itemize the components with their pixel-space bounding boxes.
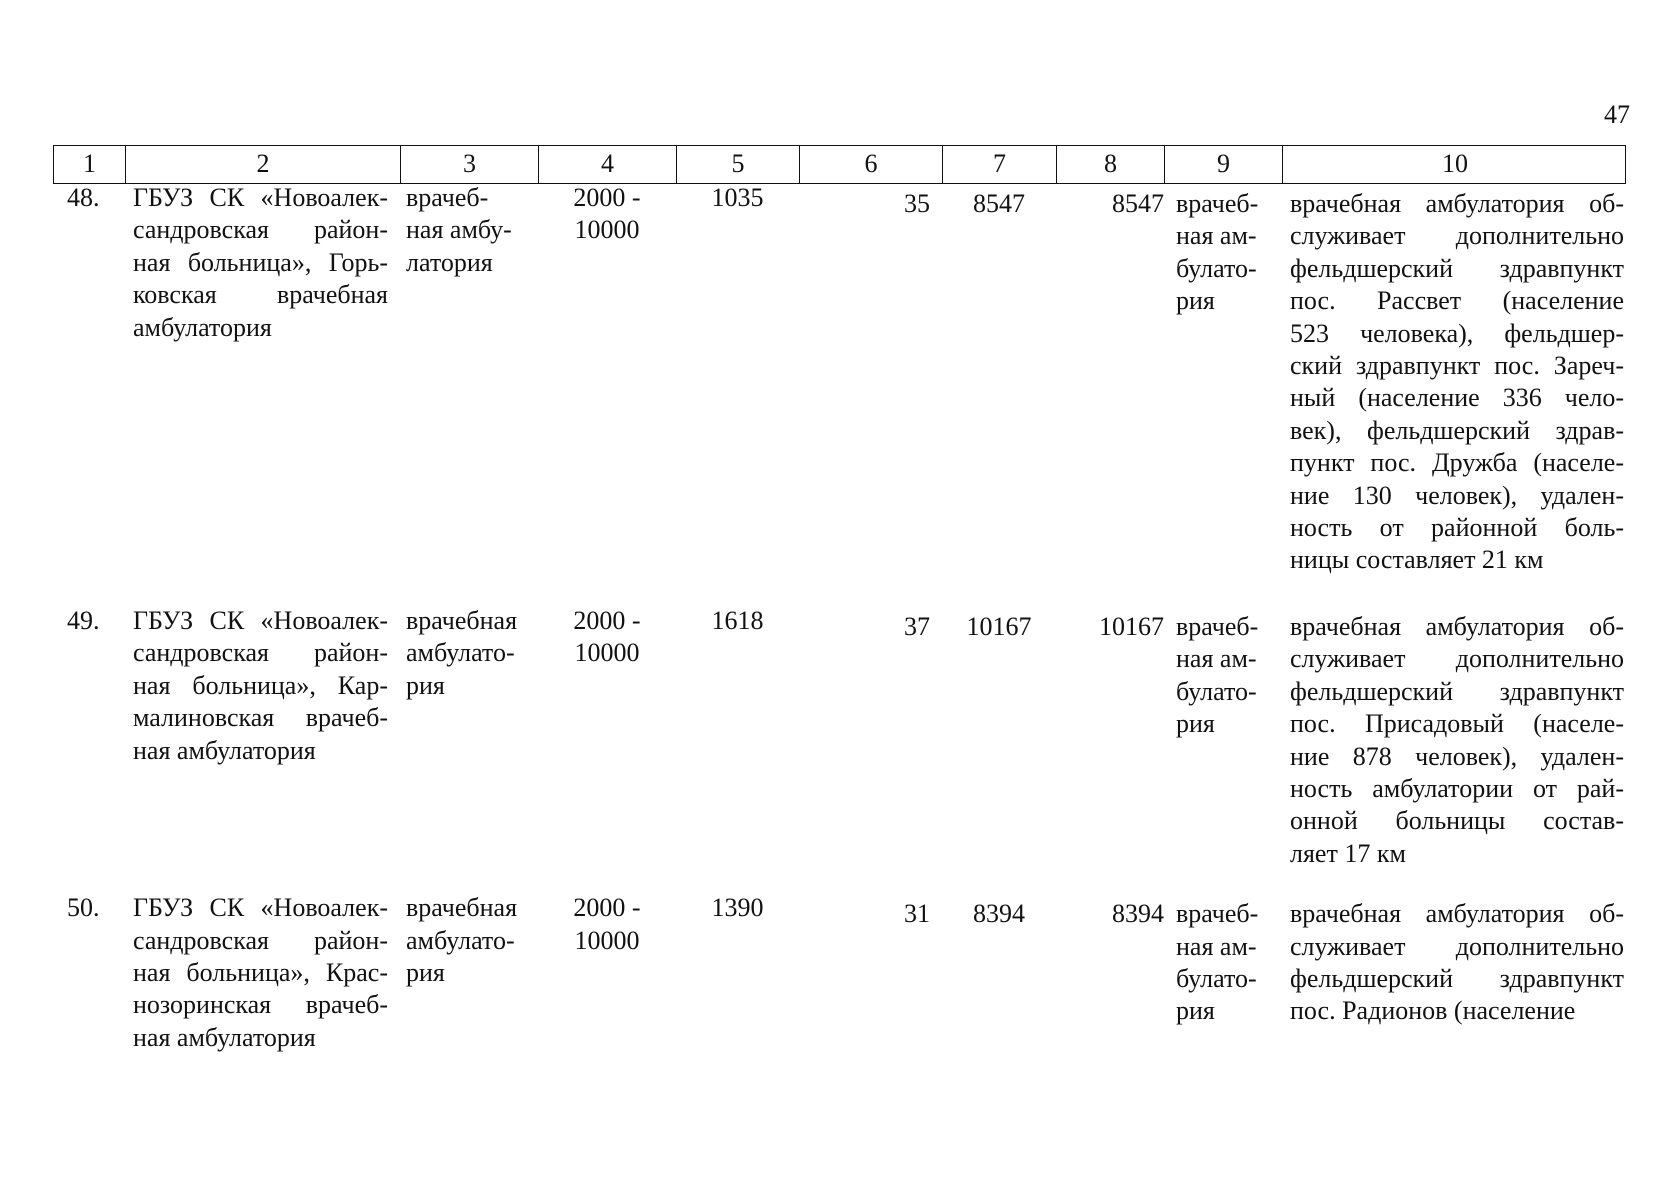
col-6-value: 31 <box>904 899 930 929</box>
col-9-type <box>1164 605 1282 741</box>
header-cell: 7 <box>943 146 1057 183</box>
table-body <box>53 182 1626 1054</box>
col-9-type <box>1164 892 1282 1028</box>
institution-name-line: нозоринская врачеб- <box>133 990 388 1020</box>
note-text-line: врачебная амбулатория об- <box>1290 899 1624 929</box>
col-7-value: 10167 <box>966 611 1032 641</box>
institution-name-line: ная больница», Крас- <box>133 957 388 987</box>
institution-name <box>125 892 400 1054</box>
col-5-value: 1390 <box>711 893 764 923</box>
col-5-value: 1618 <box>711 605 764 635</box>
institution-name-line: ная амбулатория <box>133 735 316 765</box>
note-text-line: врачебная амбулатория об- <box>1290 611 1624 641</box>
institution-name-line: ГБУЗ СК «Новоалек- <box>133 893 388 923</box>
population-range-line: 2000 - <box>573 605 641 635</box>
page-number: 47 <box>1604 100 1630 129</box>
table-row <box>53 182 1626 577</box>
facility-type-line: амбулато- <box>406 925 515 955</box>
row-number: 50. <box>67 893 100 923</box>
col-9-type-line: булато- <box>1176 676 1257 706</box>
note-text-line: служивает дополнительно <box>1290 644 1624 674</box>
note-text-line: служивает дополнительно <box>1290 221 1624 251</box>
institution-name-line: ная больница», Кар- <box>133 670 388 700</box>
note-text-line: пос. Присадовый (населе- <box>1290 709 1624 739</box>
header-cell: 9 <box>1165 146 1283 183</box>
col-9-type-line: рия <box>1176 286 1215 316</box>
note-text-line: фельдшерский здравпункт <box>1290 676 1624 706</box>
population-range <box>538 605 676 670</box>
note-text-line: ский здравпункт пос. Зареч- <box>1290 351 1624 381</box>
col-9-type <box>1164 182 1282 318</box>
table-row <box>53 605 1626 870</box>
note-text-line: ляет 17 км <box>1290 838 1406 868</box>
row-number: 48. <box>67 183 100 212</box>
note-text <box>1282 892 1626 1028</box>
table-header-row <box>53 145 1626 184</box>
facility-type <box>400 892 538 989</box>
facility-type-line: врачебная <box>406 893 518 923</box>
header-cell: 5 <box>677 146 800 183</box>
col-9-type-line: ная ам- <box>1176 644 1257 674</box>
table-row <box>53 892 1626 1054</box>
facility-type-line: латория <box>406 247 493 277</box>
institution-name <box>125 605 400 767</box>
note-text-line: онной больницы состав- <box>1290 806 1624 836</box>
note-text-line: 523 человека), фельдшер- <box>1290 318 1624 348</box>
note-text-line: век), фельдшерский здрав- <box>1290 415 1624 445</box>
col-7-value: 8394 <box>973 899 1025 929</box>
institution-name-line: амбулатория <box>133 312 272 342</box>
note-text-line: пункт пос. Дружба (населе- <box>1290 448 1624 478</box>
population-range-line: 2000 - <box>573 893 641 923</box>
population-range <box>538 892 676 957</box>
institution-name-line: ная больница», Горь- <box>133 247 388 277</box>
institution-name-line: ная амбулатория <box>133 1022 316 1052</box>
population-range-line: 10000 <box>574 638 640 668</box>
col-6-value: 35 <box>904 189 930 218</box>
facility-type-line: врачеб- <box>406 183 489 212</box>
note-text-line: врачебная амбулатория об- <box>1290 189 1624 218</box>
col-9-type-line: рия <box>1176 996 1215 1026</box>
institution-name-line: ГБУЗ СК «Новоалек- <box>133 183 388 212</box>
facility-type-line: ная амбу- <box>406 215 512 245</box>
institution-name-line: сандровская район- <box>133 925 388 955</box>
header-cell: 8 <box>1057 146 1165 183</box>
header-cell: 1 <box>54 146 126 183</box>
institution-name-line: сандровская район- <box>133 215 388 245</box>
note-text-line: ние 130 человек), удален- <box>1290 480 1624 510</box>
col-9-type-line: врачеб- <box>1176 899 1259 929</box>
col-9-type-line: ная ам- <box>1176 931 1257 961</box>
header-cell: 10 <box>1442 149 1468 178</box>
col-9-type-line: ная ам- <box>1176 221 1257 251</box>
note-text <box>1282 182 1626 577</box>
note-text-line: служивает дополнительно <box>1290 931 1624 961</box>
col-5-value: 1035 <box>711 183 764 212</box>
population-range-line: 2000 - <box>573 183 641 212</box>
institution-name-line: сандровская район- <box>133 638 388 668</box>
note-text-line: фельдшерский здравпункт <box>1290 963 1624 993</box>
note-text-line: ный (население 336 чело- <box>1290 383 1624 413</box>
col-6-value: 37 <box>904 611 930 641</box>
col-9-type-line: врачеб- <box>1176 611 1259 641</box>
facility-type <box>400 182 538 279</box>
note-text-line: ние 878 человек), удален- <box>1290 741 1624 771</box>
note-text-line: ницы составляет 21 км <box>1290 545 1544 575</box>
facility-type <box>400 605 538 702</box>
col-9-type-line: врачеб- <box>1176 189 1259 218</box>
note-text-line: фельдшерский здравпункт <box>1290 253 1624 283</box>
header-cell: 3 <box>401 146 539 183</box>
population-range <box>538 182 676 247</box>
facility-type-line: врачебная <box>406 605 518 635</box>
col-9-type-line: булато- <box>1176 253 1257 283</box>
col-7-value: 8547 <box>973 189 1025 218</box>
facility-type-line: амбулато- <box>406 638 515 668</box>
col-9-type-line: булато- <box>1176 963 1257 993</box>
institution-name-line: ковская врачебная <box>133 280 388 310</box>
population-range-line: 10000 <box>574 215 640 245</box>
institution-name <box>125 182 400 344</box>
col-8-value: 8547 <box>1112 189 1164 218</box>
note-text-line: ность амбулатории от рай- <box>1290 773 1624 803</box>
facility-type-line: рия <box>406 957 445 987</box>
population-range-line: 10000 <box>574 925 640 955</box>
header-cell: 6 <box>800 146 943 183</box>
col-8-value: 8394 <box>1112 899 1164 929</box>
note-text-line: ность от районной боль- <box>1290 513 1624 543</box>
institution-name-line: малиновская врачеб- <box>133 703 388 733</box>
col-9-type-line: рия <box>1176 709 1215 739</box>
note-text-line: пос. Радионов (население <box>1290 996 1576 1026</box>
institution-name-line: ГБУЗ СК «Новоалек- <box>133 605 388 635</box>
note-text-line: пос. Рассвет (население <box>1290 286 1624 316</box>
facility-type-line: рия <box>406 670 445 700</box>
row-number: 49. <box>67 605 100 635</box>
header-cell: 2 <box>126 146 401 183</box>
col-8-value: 10167 <box>1099 611 1164 641</box>
note-text <box>1282 605 1626 870</box>
header-cell: 4 <box>539 146 677 183</box>
